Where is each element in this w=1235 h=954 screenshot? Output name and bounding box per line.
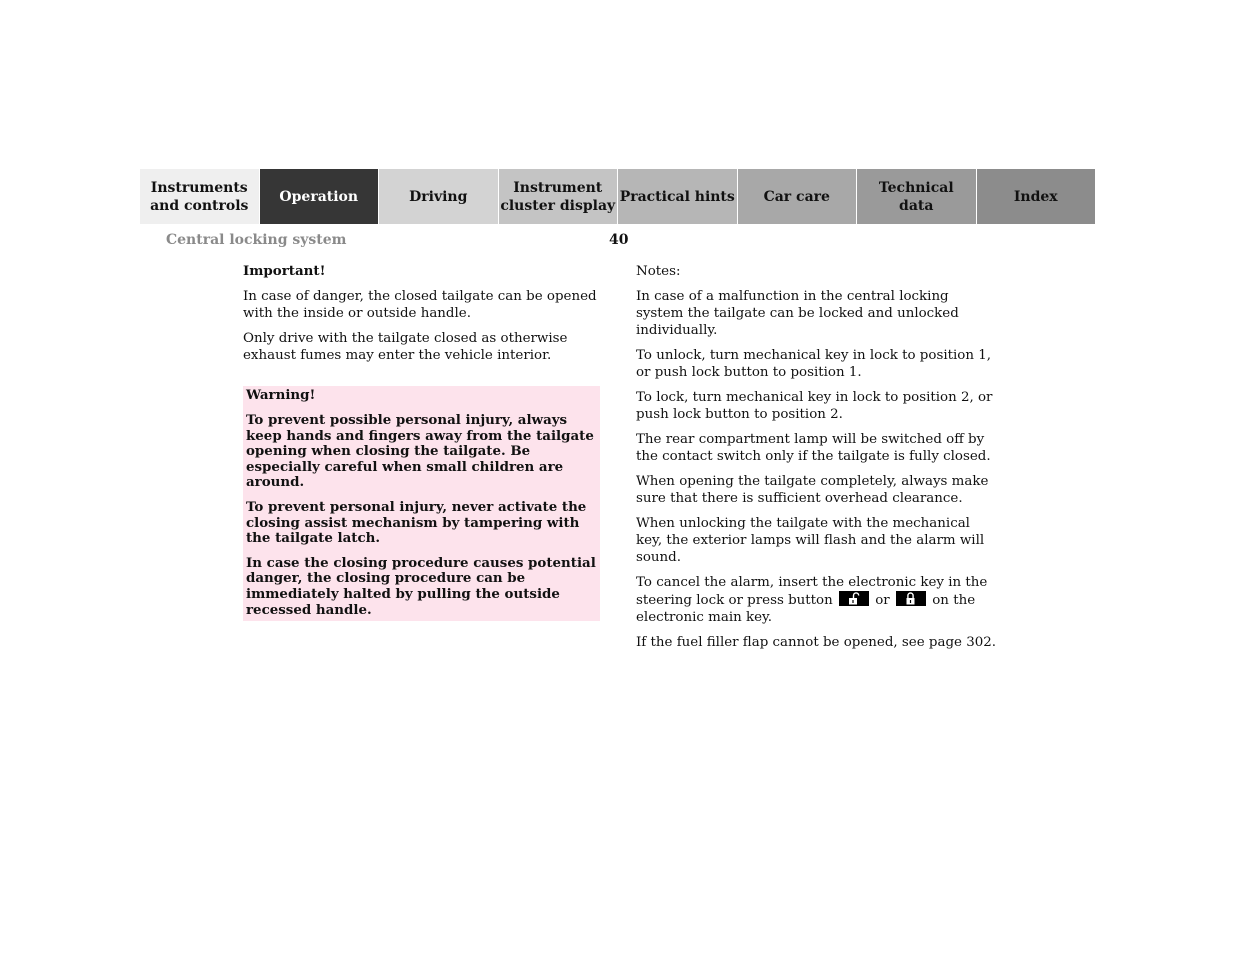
important-heading: Important! — [243, 263, 326, 279]
warning-paragraph-fingers: To prevent possible personal injury, always keep hands and fingers away from the tailgate opening when closing the tailgate. Be especially careful when small children are around. — [246, 412, 594, 491]
notes-heading: Notes: — [636, 264, 681, 279]
alarm-text-before: To cancel the alarm, insert the electronic key in the steering lock or press button — [636, 575, 988, 608]
warning-paragraph-halt: In case the closing procedure causes potential danger, the closing procedure can be immediately halted by pulling the outside recessed handle. — [246, 554, 596, 618]
paragraph-danger-open: In case of danger, the closed tailgate can be opened with the inside or outside handle. — [243, 289, 597, 321]
note-lock: To lock, turn mechanical key in lock to position 2, or push lock button to position 2. — [636, 390, 993, 422]
right-column — [636, 263, 998, 659]
alarm-text-or: or — [875, 593, 890, 608]
note-clearance: When opening the tailgate completely, always make sure that there is sufficient overhead clearance. — [636, 474, 989, 506]
unlock-icon — [839, 591, 869, 606]
note-rear-lamp: The rear compartment lamp will be switched off by the contact switch only if the tailgate is fully closed. — [636, 432, 991, 464]
tab-instruments-and-controls[interactable]: Instruments and controls — [140, 169, 259, 224]
note-malfunction: In case of a malfunction in the central locking system the tailgate can be locked and unlocked individually. — [636, 289, 959, 338]
tab-operation[interactable]: Operation — [260, 169, 379, 224]
note-alarm-sound: When unlocking the tailgate with the mechanical key, the exterior lamps will flash and the alarm will sound. — [636, 516, 985, 565]
tab-technical-data[interactable]: Technical data — [857, 169, 976, 224]
warning-title: Warning! — [246, 387, 316, 403]
note-fuel-flap: If the fuel filler flap cannot be opened, see page 302. — [636, 635, 997, 650]
section-title: Central locking system — [166, 232, 347, 248]
note-cancel-alarm — [636, 574, 998, 626]
note-unlock: To unlock, turn mechanical key in lock to position 1, or push lock button to position 1. — [636, 348, 991, 380]
warning-paragraph-latch: To prevent personal injury, never activate the closing assist mechanism by tampering with the tailgate latch. — [246, 498, 587, 547]
tab-practical-hints[interactable]: Practical hints — [618, 169, 737, 224]
page-number: 40 — [609, 232, 629, 248]
warning-box — [243, 386, 600, 621]
lock-icon — [896, 591, 926, 606]
tab-index[interactable]: Index — [977, 169, 1096, 224]
alarm-text-after: on the electronic main key. — [636, 593, 976, 625]
tab-instrument-cluster-display[interactable]: Instrument cluster display — [499, 169, 618, 224]
left-column — [243, 263, 603, 621]
section-tabs — [140, 169, 1095, 224]
tab-car-care[interactable]: Car care — [738, 169, 857, 224]
paragraph-exhaust: Only drive with the tailgate closed as otherwise exhaust fumes may enter the vehicle interior. — [243, 331, 568, 363]
tab-driving[interactable]: Driving — [379, 169, 498, 224]
